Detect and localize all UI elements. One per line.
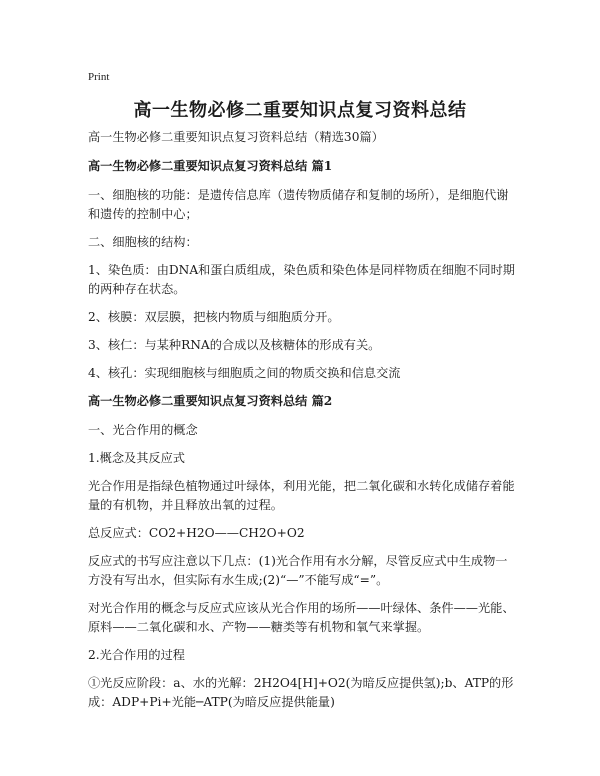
paragraph: 2.光合作用的过程 <box>88 648 185 662</box>
section-heading-1: 高一生物必修二重要知识点复习资料总结 篇1 <box>88 159 333 173</box>
print-label[interactable]: Print <box>88 71 110 83</box>
paragraph: 一、细胞核的功能：是遗传信息库（遗传物质储存和复制的场所），是细胞代谢和遗传的控制中心； <box>88 188 509 221</box>
document-title: 高一生物必修二重要知识点复习资料总结 <box>133 100 467 121</box>
paragraph: 2、核膜：双层膜，把核内物质与细胞质分开。 <box>88 310 340 324</box>
paragraph: 总反应式：CO2+H2O——CH2O+O2 <box>88 526 305 540</box>
paragraph: 一、光合作用的概念 <box>88 423 198 437</box>
paragraph: 1、染色质：由DNA和蛋白质组成，染色质和染色体是同样物质在细胞不同时期的两种存在状态。 <box>88 263 515 296</box>
document-body <box>88 128 518 721</box>
document-subtitle: 高一生物必修二重要知识点复习资料总结（精选30篇） <box>88 130 384 144</box>
paragraph: 对光合作用的概念与反应式应该从光合作用的场所——叶绿体、条件——光能、原料——二氧化碳和水、产物——糖类等有机物和氧气来掌握。 <box>88 601 515 634</box>
paragraph: 4、核孔：实现细胞核与细胞质之间的物质交换和信息交流 <box>88 366 401 380</box>
paragraph: 3、核仁：与某种RNA的合成以及核糖体的形成有关。 <box>88 338 381 352</box>
paragraph: 反应式的书写应注意以下几点：(1)光合作用有水分解，尽管反应式中生成物一方没有写出水，但实际有水生成;(2)“—”不能写成“=”。 <box>88 554 508 587</box>
paragraph: ①光反应阶段：a、水的光解：2H2O4[H]+O2(为暗反应提供氢);b、ATP的形成：ADP+Pi+光能─ATP(为暗反应提供能量) <box>88 676 514 709</box>
paragraph: 光合作用是指绿色植物通过叶绿体，利用光能，把二氧化碳和水转化成储存着能量的有机物，并且释放出氧的过程。 <box>88 479 515 512</box>
paragraph: 二、细胞核的结构： <box>88 235 198 249</box>
paragraph: 1.概念及其反应式 <box>88 451 185 465</box>
section-heading-2: 高一生物必修二重要知识点复习资料总结 篇2 <box>88 394 333 408</box>
